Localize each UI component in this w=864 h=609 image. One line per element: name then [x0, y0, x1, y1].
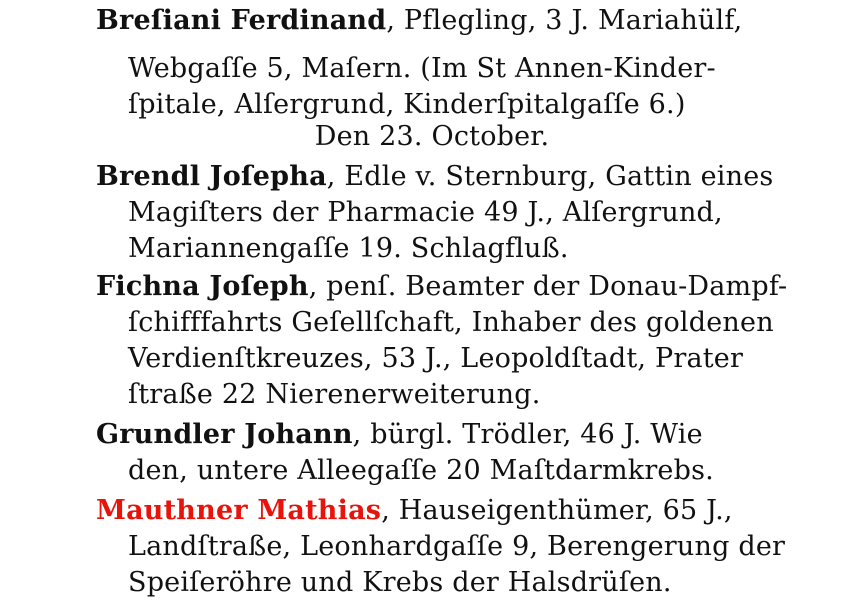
entry-3-line-4 [128, 378, 541, 412]
entry-4-separator: , [352, 419, 371, 450]
entry-4-text-1: bürgl. Trödler, 46 J. Wie [370, 419, 703, 450]
entry-3-line-2 [128, 306, 774, 340]
entry-1-text-1: Pflegling, 3 J. Mariahülf, [403, 5, 743, 36]
entry-5-text-2: Landſtraße, Leonhardgaſſe 9, Berengerung der [128, 531, 786, 562]
entry-5-line-1 [96, 494, 733, 528]
entry-4-line-2 [128, 454, 714, 488]
entry-5-line-2 [128, 530, 785, 564]
entry-5-separator: , [381, 495, 399, 526]
entry-1-line-1 [96, 4, 742, 38]
entry-2-text-2: Magiſters der Pharmacie 49 J., Alſergrund, [128, 197, 723, 228]
entry-2-name: Brendl Joſepha [96, 161, 327, 192]
entry-3-name: Fichna Joſeph [96, 271, 309, 302]
entry-1-text-3: ſpitale, Alſergrund, Kinderſpitalgaſſe 6.) [128, 89, 686, 120]
entry-3-separator: , [308, 271, 327, 302]
entry-1-separator: , [386, 5, 404, 36]
entry-3-text-1: penſ. Beamter der Donau-Dampf- [326, 271, 788, 302]
entry-2-text-1: Edle v. Sternburg, Gattin eines [344, 161, 774, 192]
entry-1-name: Breſiani Ferdinand [96, 5, 387, 36]
entry-4-name: Grundler Johann [96, 419, 353, 450]
entry-3-text-4: ſtraße 22 Nierenerweiterung. [128, 379, 541, 410]
entry-3-line-1 [96, 270, 787, 304]
entry-1-line-2 [128, 52, 716, 86]
entry-2-line-1 [96, 160, 773, 194]
entry-1-line-3 [128, 88, 686, 122]
entry-5-text-3: Speiſeröhre und Krebs der Halsdrüſen. [128, 567, 672, 598]
entry-3-text-3: Verdienſtkreuzes, 53 J., Leopoldſtadt, Prater [128, 343, 744, 374]
date-heading [0, 120, 864, 154]
entry-3-line-3 [128, 342, 743, 376]
entry-2-text-3: Mariannengaſſe 19. Schlagfluß. [128, 233, 569, 264]
entry-4-line-1 [96, 418, 703, 452]
entry-5-text-1: Hauseigenthümer, 65 J., [398, 495, 733, 526]
entry-5-line-3 [128, 566, 672, 600]
entry-4-text-2: den, untere Alleegaſſe 20 Maſtdarmkrebs. [128, 455, 714, 486]
entry-2-line-2 [128, 196, 723, 230]
entry-2-separator: , [326, 161, 345, 192]
date-heading-text: Den 23. October. [314, 121, 550, 152]
entry-1-text-2: Webgaſſe 5, Maſern. (Im St Annen-Kinder- [128, 53, 716, 84]
entry-2-line-3 [128, 232, 569, 266]
entry-3-text-2: ſchifffahrts Geſellſchaft, Inhaber des goldenen [128, 307, 774, 338]
entry-5-name-highlighted: Mauthner Mathias [96, 495, 382, 526]
